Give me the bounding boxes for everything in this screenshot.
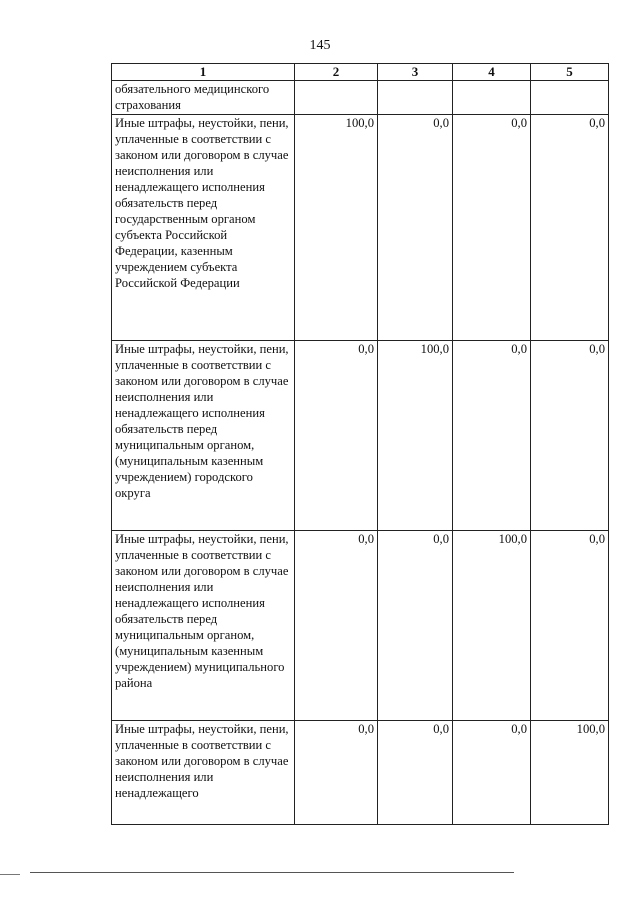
row-label: Иные штрафы, неустойки, пени, уплаченные в соответствии с законом или договором в случае неисполнения или ненадлежащего исполнения обязательств перед муниципальным органом, (муниципальным казенным учреждением) городского округа: [112, 341, 295, 531]
cell-value: 100,0: [378, 341, 453, 531]
cell-value: [295, 81, 378, 115]
footer-divider: [30, 872, 514, 873]
cell-value: 100,0: [295, 115, 378, 341]
cell-value: 0,0: [378, 721, 453, 825]
cell-value: 0,0: [531, 341, 609, 531]
cell-value: [378, 81, 453, 115]
column-header-1: 1: [112, 64, 295, 81]
cell-value: 0,0: [295, 721, 378, 825]
cell-value: 100,0: [453, 531, 531, 721]
column-header-5: 5: [531, 64, 609, 81]
column-header-2: 2: [295, 64, 378, 81]
column-header-3: 3: [378, 64, 453, 81]
row-label: Иные штрафы, неустойки, пени, уплаченные в соответствии с законом или договором в случае неисполнения или ненадлежащего исполнения обязательств перед муниципальным органом, (муниципальным казенным учреждением) муниципального района: [112, 531, 295, 721]
header-row: [112, 64, 609, 81]
cell-value: 100,0: [531, 721, 609, 825]
cell-value: 0,0: [453, 341, 531, 531]
cell-value: 0,0: [378, 115, 453, 341]
cell-value: 0,0: [531, 115, 609, 341]
cell-value: 0,0: [453, 115, 531, 341]
page-number: 145: [309, 38, 331, 53]
footer-divider-left: [0, 874, 20, 875]
cell-value: 0,0: [378, 531, 453, 721]
table-row: [112, 341, 609, 531]
table-row: [112, 81, 609, 115]
cell-value: 0,0: [295, 341, 378, 531]
row-label: Иные штрафы, неустойки, пени, уплаченные в соответствии с законом или договором в случае неисполнения или ненадлежащего: [112, 721, 295, 825]
row-label: обязательного медицинского страхования: [112, 81, 295, 115]
table-row: [112, 115, 609, 341]
cell-value: 0,0: [295, 531, 378, 721]
row-label: Иные штрафы, неустойки, пени, уплаченные в соответствии с законом или договором в случае неисполнения или ненадлежащего исполнения обязательств перед государственным органом субъекта Российской Федерации, казенным учреждением субъекта Российской Федерации: [112, 115, 295, 341]
table-row: [112, 721, 609, 825]
table-row: [112, 531, 609, 721]
column-header-4: 4: [453, 64, 531, 81]
cell-value: [531, 81, 609, 115]
cell-value: 0,0: [531, 531, 609, 721]
data-table: [111, 63, 609, 825]
cell-value: [453, 81, 531, 115]
cell-value: 0,0: [453, 721, 531, 825]
